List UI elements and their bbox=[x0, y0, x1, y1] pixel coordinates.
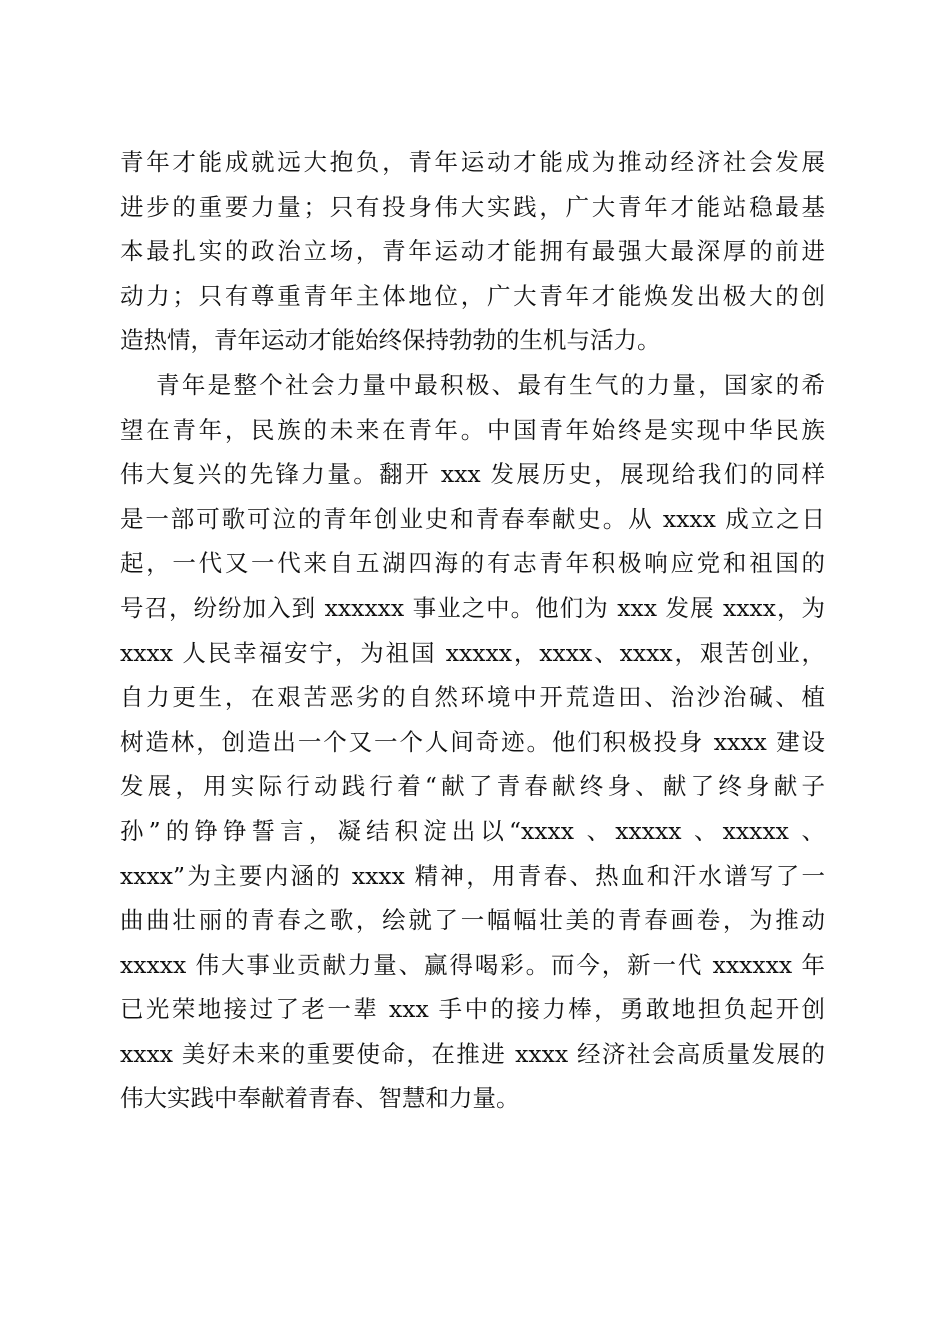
text-line: 已光荣地接过了老一辈 xxx 手中的接力棒，勇敢地担负起开创 bbox=[120, 995, 825, 1024]
text-line: 造热情，青年运动才能始终保持勃勃的生机与活力。 bbox=[120, 326, 661, 355]
text-line: 望在青年，民族的未来在青年。中国青年始终是实现中华民族 bbox=[120, 415, 825, 444]
paragraph-1 bbox=[120, 140, 825, 363]
text-line: 青年是整个社会力量中最积极、最有生气的力量，国家的希 bbox=[156, 370, 825, 399]
text-line: 发展，用实际行动践行着“献了青春献终身、献了终身献子 bbox=[120, 772, 825, 801]
text-line: 进步的重要力量；只有投身伟大实践，广大青年才能站稳最基 bbox=[120, 192, 825, 221]
text-line: 树造林，创造出一个又一个人间奇迹。他们积极投身 xxxx 建设 bbox=[120, 727, 825, 756]
text-line: xxxx”为主要内涵的 xxxx 精神，用青春、热血和汗水谱写了一 bbox=[120, 861, 825, 890]
text-line: 号召，纷纷加入到 xxxxxx 事业之中。他们为 xxx 发展 xxxx，为 bbox=[120, 593, 825, 622]
text-line: 伟大复兴的先锋力量。翻开 xxx 发展历史，展现给我们的同样 bbox=[120, 460, 825, 489]
text-line: 自力更生，在艰苦恶劣的自然环境中开荒造田、治沙治碱、植 bbox=[120, 683, 825, 712]
text-line: 青年才能成就远大抱负，青年运动才能成为推动经济社会发展 bbox=[120, 148, 825, 176]
paragraph-2 bbox=[120, 363, 825, 1121]
body-text bbox=[120, 140, 825, 1121]
text-line: xxxx 美好未来的重要使命，在推进 xxxx 经济社会高质量发展的 bbox=[120, 1039, 825, 1068]
text-line: 动力；只有尊重青年主体地位，广大青年才能焕发出极大的创 bbox=[120, 281, 825, 310]
text-line: xxxxx 伟大事业贡献力量、赢得喝彩。而今，新一代 xxxxxx 年 bbox=[120, 950, 825, 979]
text-line: 起，一代又一代来自五湖四海的有志青年积极响应党和祖国的 bbox=[120, 549, 825, 578]
text-line: xxxx 人民幸福安宁，为祖国 xxxxx，xxxx、xxxx，艰苦创业， bbox=[120, 638, 825, 667]
text-line: 伟大实践中奉献着青春、智慧和力量。 bbox=[120, 1084, 520, 1113]
text-line: 孙”的铮铮誓言，凝结积淀出以“xxxx 、xxxxx 、xxxxx 、 bbox=[120, 816, 825, 845]
text-line: 是一部可歌可泣的青年创业史和青春奉献史。从 xxxx 成立之日 bbox=[120, 504, 825, 533]
text-line: 曲曲壮丽的青春之歌，绘就了一幅幅壮美的青春画卷，为推动 bbox=[120, 906, 825, 935]
text-line: 本最扎实的政治立场，青年运动才能拥有最强大最深厚的前进 bbox=[120, 237, 825, 266]
